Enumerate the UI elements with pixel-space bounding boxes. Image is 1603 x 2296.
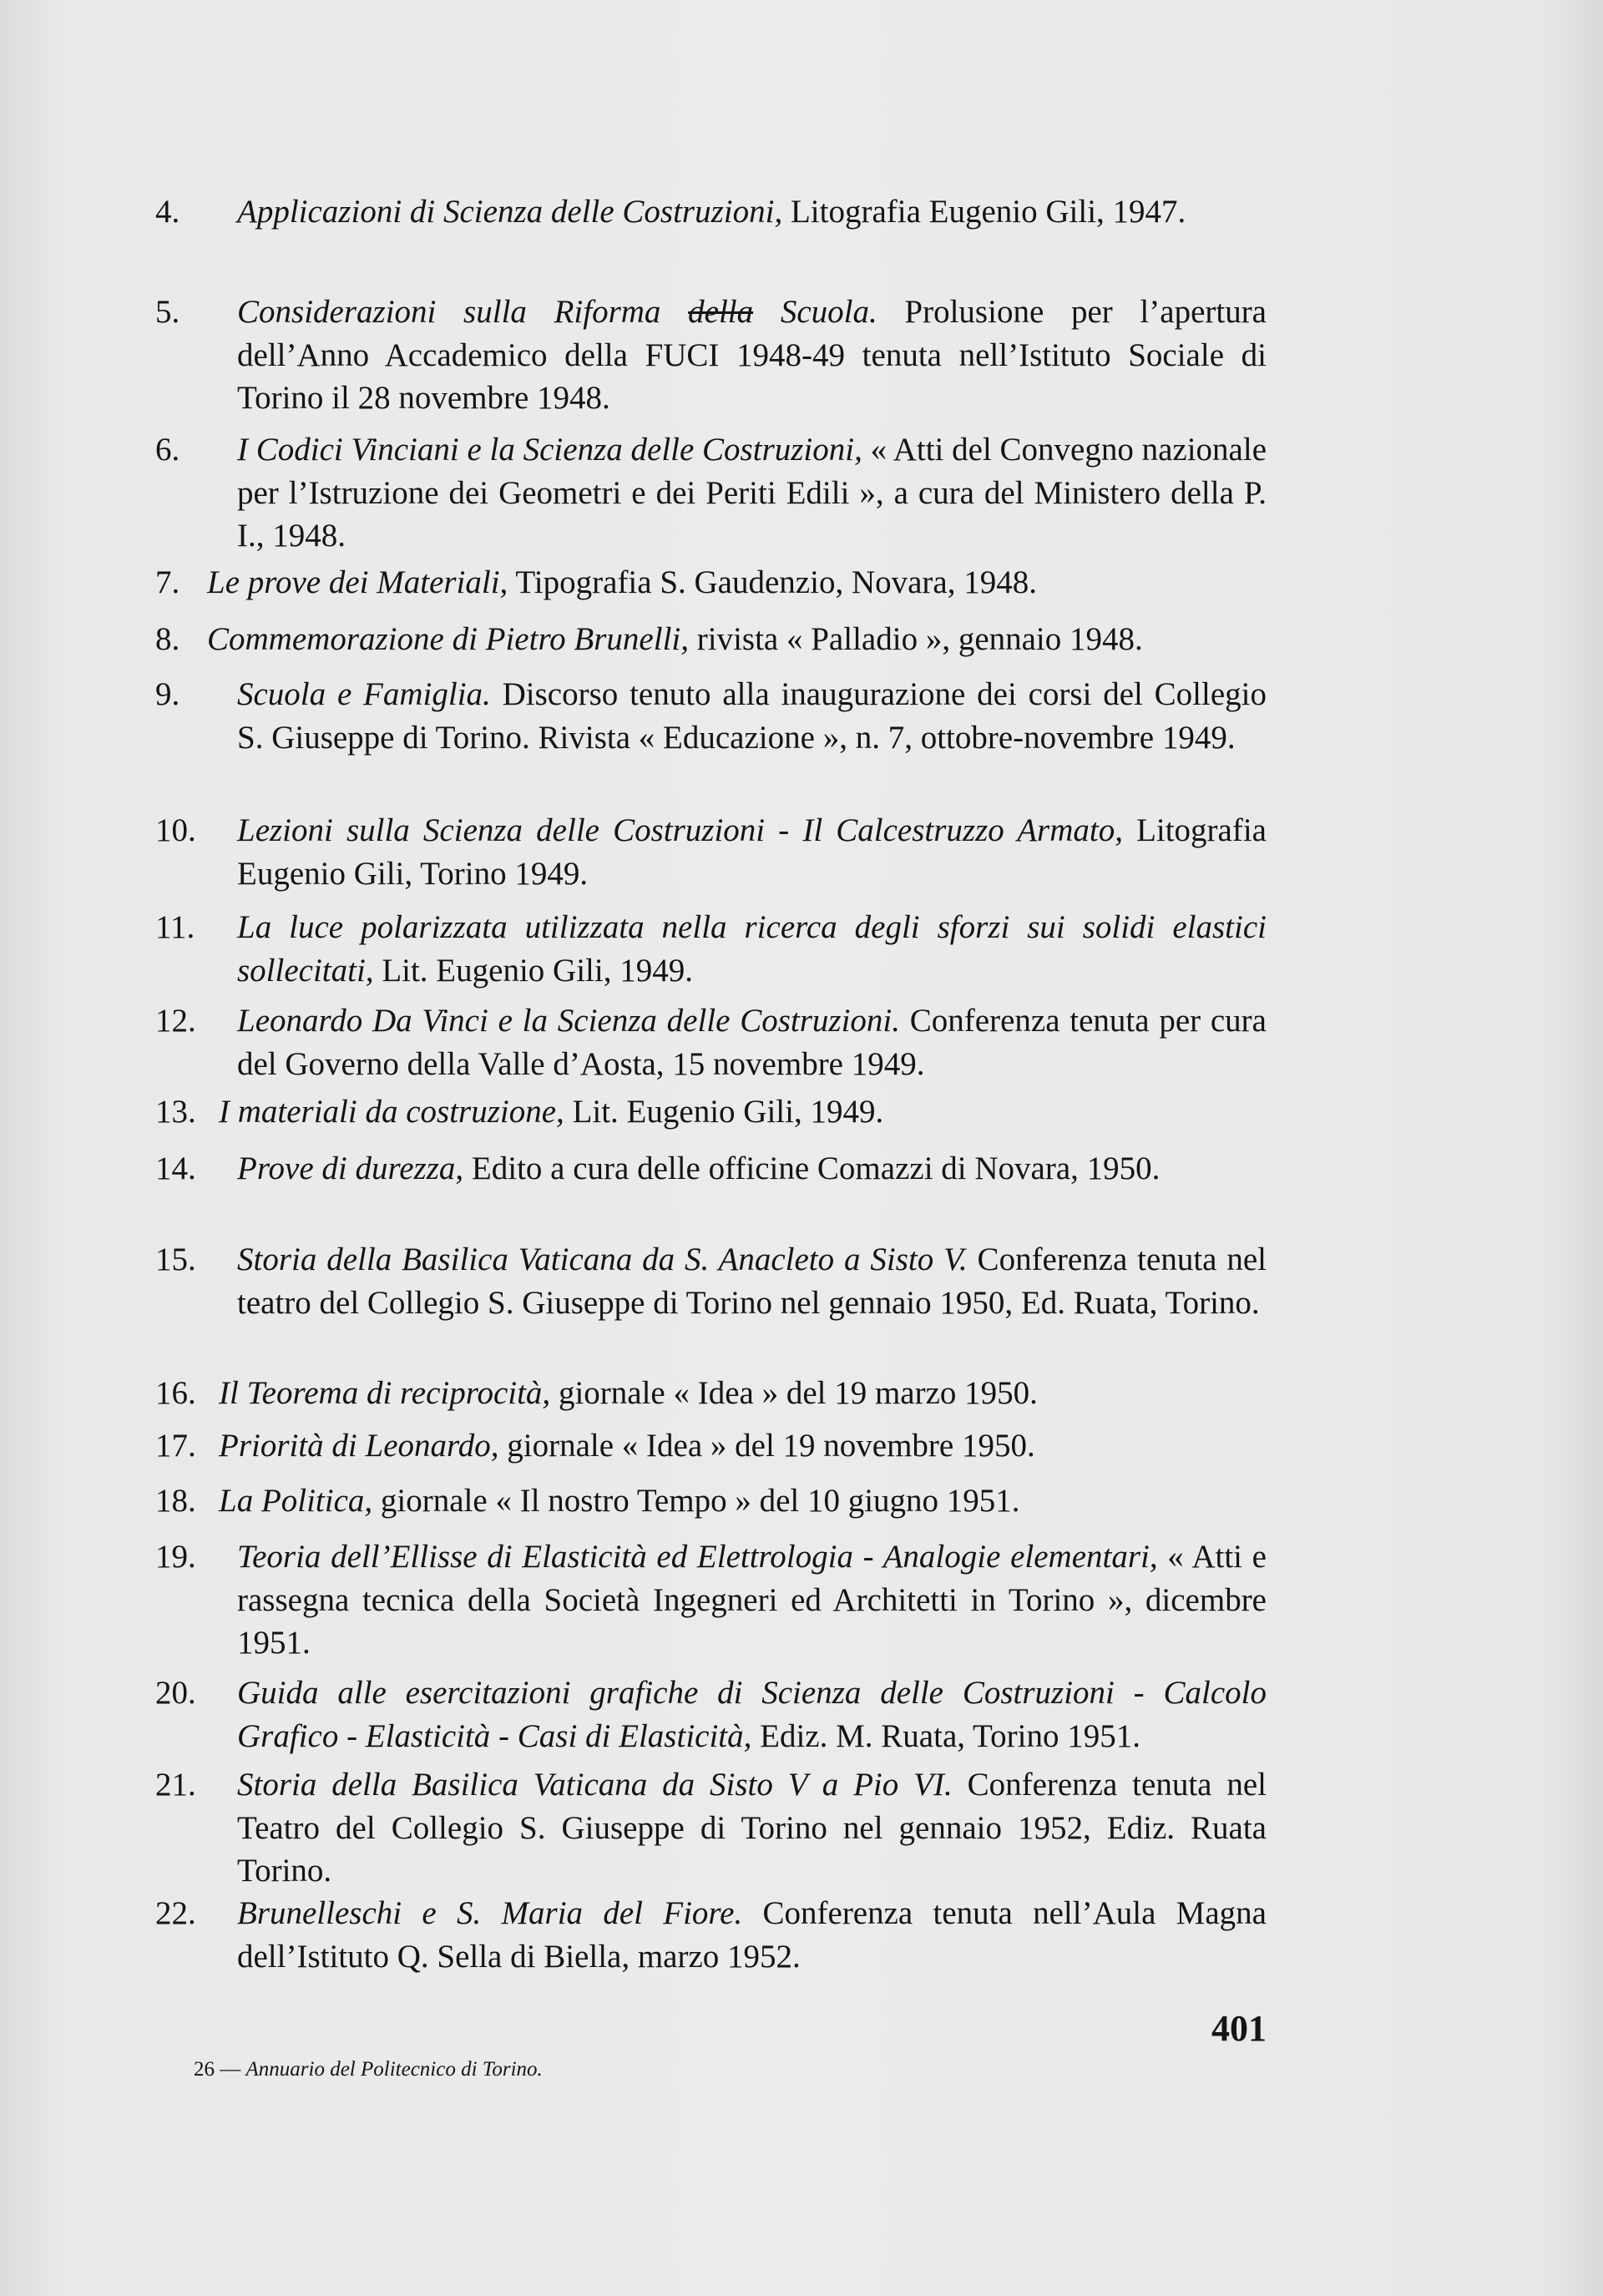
entry-title: Scuola e Famiglia.: [237, 676, 491, 712]
entry-details: Conferenza tenuta per cura del Governo della Valle d’Aosta, 15 novembre 1949.: [237, 1003, 1267, 1082]
entry-number: 13.: [155, 1094, 196, 1130]
entry-details: Edito a cura delle officine Comazzi di Novara, 1950.: [463, 1151, 1161, 1186]
entry-title-struck-word: della: [688, 294, 754, 330]
entry-details: giornale « Idea » del 19 marzo 1950.: [550, 1375, 1038, 1411]
entry-title: I materiali da costruzione,: [219, 1094, 564, 1130]
entry-title: Il Teorema di reciprocità,: [219, 1375, 551, 1411]
entry-text: [237, 809, 1267, 895]
entry-details: rivista « Palladio », gennaio 1948.: [689, 621, 1143, 657]
entry-number: 10.: [155, 812, 196, 848]
footer-signature-number: 26: [194, 2058, 215, 2081]
page-number: 401: [1211, 2008, 1267, 2049]
entry-details: Conferenza tenuta nell’Aula Magna dell’Istituto Q. Sella di Biella, marzo 1952.: [237, 1895, 1267, 1975]
entry-title: Applicazioni di Scienza delle Costruzioni,: [237, 194, 783, 230]
entry-title: Considerazioni sulla Riforma: [237, 294, 689, 330]
entry-title: Commemorazione di Pietro Brunelli,: [207, 621, 690, 657]
entry-details: Discorso tenuto alla inaugurazione dei corsi del Collegio S. Giuseppe di Torino. Rivista « Educazione », n. 7, ottobre-novembre 1949.: [237, 676, 1267, 756]
entry-text: [219, 1090, 1248, 1134]
entry-title: La Politica,: [219, 1483, 373, 1519]
entry-title: Brunelleschi e S. Maria del Fiore.: [237, 1895, 743, 1931]
entry-title: Storia della Basilica Vaticana da S. Anacleto a Sisto V.: [237, 1242, 968, 1277]
footer-title: Annuario del Politecnico di Torino.: [245, 2058, 543, 2081]
entry-number: 16.: [155, 1375, 196, 1411]
entry-number: 8.: [155, 621, 180, 657]
entry-number: 22.: [155, 1895, 196, 1931]
entry-title: Leonardo Da Vinci e la Scienza delle Costruzioni.: [237, 1003, 901, 1039]
entry-text: [237, 1671, 1267, 1757]
entry-text: [219, 1479, 1248, 1523]
entry-details: « Atti del Convegno nazionale per l’Istruzione dei Geometri e dei Periti Edili », a cura del Ministero della P. I., 1948.: [237, 432, 1267, 554]
entry-number: 15.: [155, 1242, 196, 1277]
entry-text: [237, 1238, 1267, 1324]
entry-number: 19.: [155, 1539, 196, 1575]
entry-text: [207, 561, 1236, 604]
entry-text: [237, 906, 1267, 992]
entry-text: [237, 1535, 1267, 1665]
entry-text: [219, 1372, 1248, 1415]
entry-number: 7.: [155, 564, 180, 600]
entry-text: [237, 1763, 1267, 1893]
entry-number: 4.: [155, 194, 180, 230]
entry-title: Lezioni sulla Scienza delle Costruzioni - Il Calcestruzzo Armato,: [237, 812, 1123, 848]
entry-title: Prove di durezza,: [237, 1151, 464, 1186]
entry-details: Tipografia S. Gaudenzio, Novara, 1948.: [508, 564, 1037, 600]
entry-number: 14.: [155, 1151, 196, 1186]
entry-title: I Codici Vinciani e la Scienza delle Costruzioni,: [237, 432, 862, 468]
entry-number: 6.: [155, 432, 180, 468]
entry-text: [237, 190, 1267, 234]
entry-text: [237, 1147, 1267, 1191]
footer-signature-line: [194, 2058, 543, 2081]
entry-title: Guida alle esercitazioni grafiche di Scienza delle Costruzioni - Calcolo Grafico - Elasticità - Casi di Elasticità,: [237, 1675, 1267, 1754]
entry-number: 11.: [155, 909, 195, 945]
entry-number: 5.: [155, 294, 180, 330]
entry-number: 18.: [155, 1483, 196, 1519]
entry-text: [219, 1424, 1248, 1468]
entry-details: giornale « Il nostro Tempo » del 10 giugno 1951.: [372, 1483, 1020, 1519]
entry-title: Storia della Basilica Vaticana da Sisto V a Pio VI.: [237, 1767, 953, 1803]
entry-details: Conferenza tenuta nel Teatro del Collegio S. Giuseppe di Torino nel gennaio 1952, Ediz. Ruata Torino.: [237, 1767, 1267, 1889]
entry-text: [207, 618, 1236, 661]
entry-details: giornale « Idea » del 19 novembre 1950.: [498, 1428, 1035, 1464]
entry-details: « Atti e rassegna tecnica della Società Ingegneri ed Architetti in Torino », dicembre 1951.: [237, 1539, 1267, 1661]
entry-details: Lit. Eugenio Gili, 1949.: [564, 1094, 884, 1130]
entry-text: [237, 428, 1267, 558]
entry-title-end: Scuola.: [753, 294, 877, 330]
entry-title: Le prove dei Materiali,: [207, 564, 508, 600]
entry-text: [237, 673, 1267, 759]
entry-details: Prolusione per l’apertura dell’Anno Accademico della FUCI 1948-49 tenuta nell’Istituto Sociale di Torino il 28 novembre 1948.: [237, 294, 1267, 416]
entry-text: [237, 1892, 1267, 1978]
entry-text: [237, 999, 1267, 1085]
entry-details: Lit. Eugenio Gili, 1949.: [373, 952, 693, 989]
entry-details: Litografia Eugenio Gili, 1947.: [782, 194, 1186, 230]
entry-number: 12.: [155, 1003, 196, 1039]
footer-dash: —: [220, 2058, 241, 2081]
entry-number: 20.: [155, 1675, 196, 1711]
entry-details: Ediz. M. Ruata, Torino 1951.: [751, 1717, 1140, 1754]
entry-title: La luce polarizzata utilizzata nella ricerca degli sforzi sui solidi elastici sollecitati,: [237, 909, 1267, 989]
entry-number: 17.: [155, 1428, 196, 1464]
entry-title: Teoria dell’Ellisse di Elasticità ed Elettrologia - Analogie elementari,: [237, 1539, 1158, 1575]
entry-details: Litografia Eugenio Gili, Torino 1949.: [237, 812, 1267, 892]
entry-number: 9.: [155, 676, 180, 712]
entry-text: [237, 291, 1267, 420]
entry-details: Conferenza tenuta nel teatro del Collegio S. Giuseppe di Torino nel gennaio 1950, Ed. Ruata, Torino.: [237, 1242, 1267, 1321]
entry-title: Priorità di Leonardo,: [219, 1428, 499, 1464]
entry-number: 21.: [155, 1767, 196, 1803]
